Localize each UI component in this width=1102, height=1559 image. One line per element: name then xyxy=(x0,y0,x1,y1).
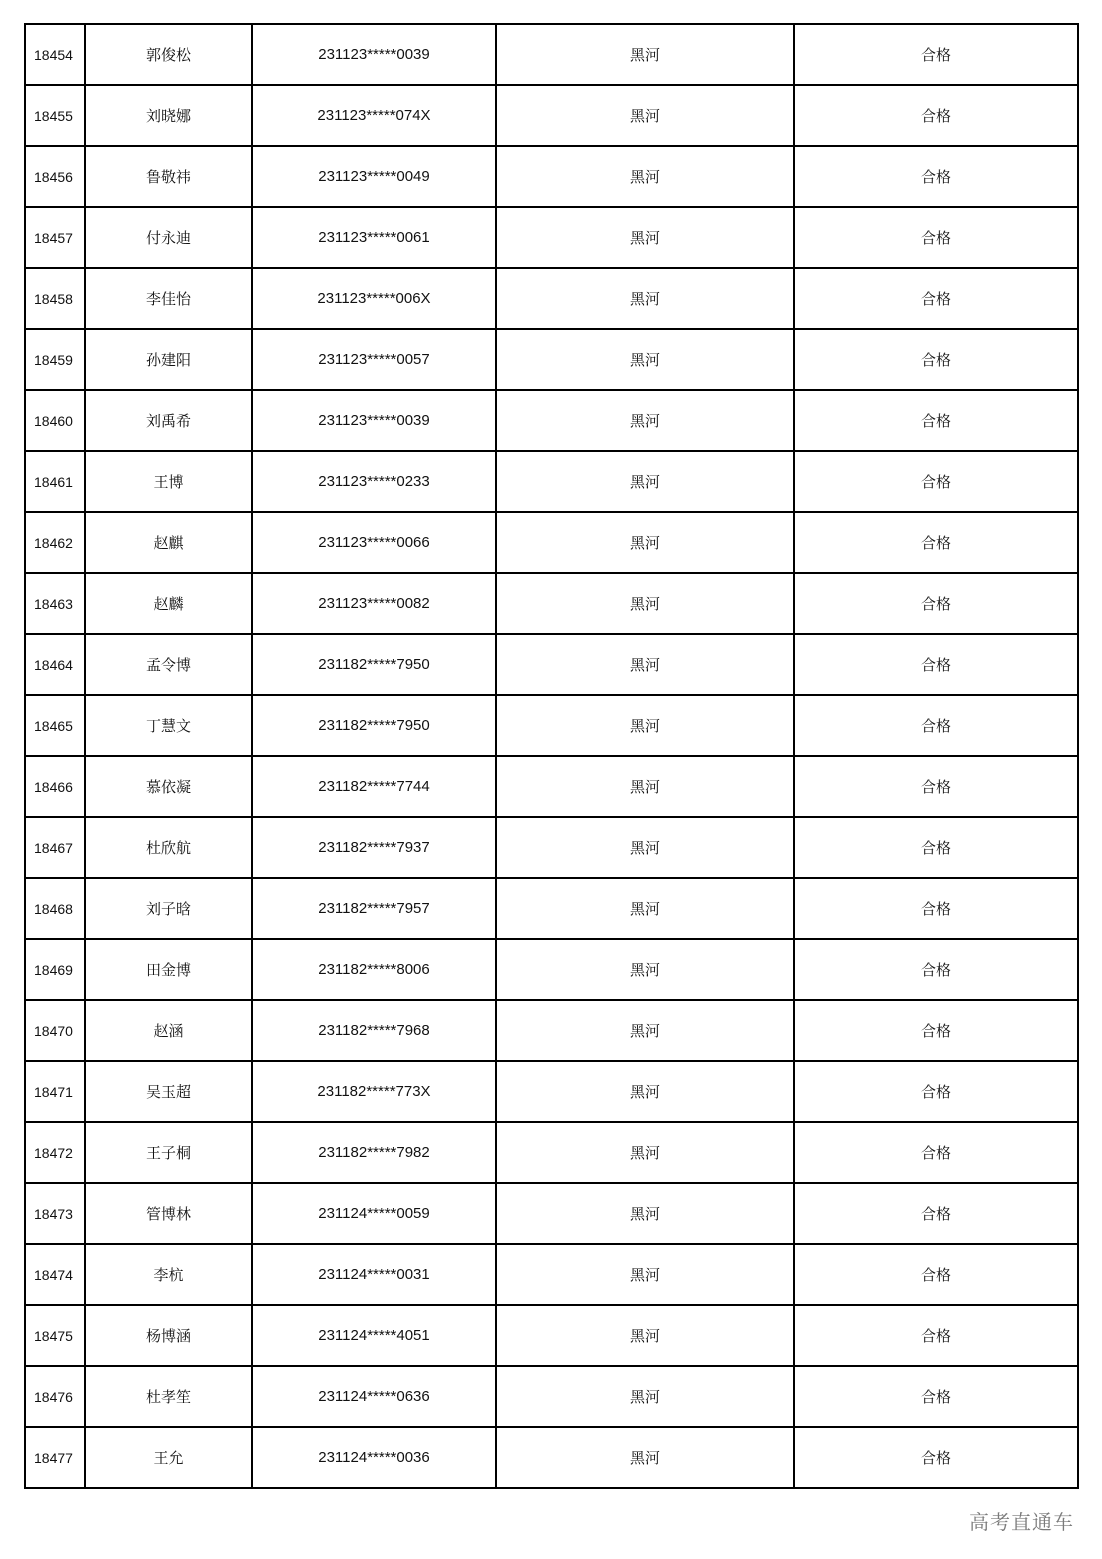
region-cell: 黑河 xyxy=(496,1366,794,1427)
name-cell: 杜孝笙 xyxy=(85,1366,252,1427)
id-number-cell: 231182*****8006 xyxy=(252,939,496,1000)
result-cell: 合格 xyxy=(794,24,1078,85)
row-index-cell: 18467 xyxy=(25,817,85,878)
table-row xyxy=(25,1000,1078,1061)
table-row xyxy=(25,207,1078,268)
name-cell: 付永迪 xyxy=(85,207,252,268)
name-cell: 赵麟 xyxy=(85,573,252,634)
name-cell: 慕依凝 xyxy=(85,756,252,817)
row-index-cell: 18465 xyxy=(25,695,85,756)
region-cell: 黑河 xyxy=(496,939,794,1000)
table-row xyxy=(25,85,1078,146)
table-row xyxy=(25,24,1078,85)
result-cell: 合格 xyxy=(794,817,1078,878)
id-number-cell: 231123*****0049 xyxy=(252,146,496,207)
region-cell: 黑河 xyxy=(496,512,794,573)
table-row xyxy=(25,1244,1078,1305)
name-cell: 李杭 xyxy=(85,1244,252,1305)
watermark-text: 高考直通车 xyxy=(969,1510,1074,1534)
result-cell: 合格 xyxy=(794,1366,1078,1427)
id-number-cell: 231182*****7950 xyxy=(252,634,496,695)
row-index-cell: 18458 xyxy=(25,268,85,329)
table-row xyxy=(25,1183,1078,1244)
row-index-cell: 18463 xyxy=(25,573,85,634)
id-number-cell: 231123*****0039 xyxy=(252,390,496,451)
result-cell: 合格 xyxy=(794,1183,1078,1244)
region-cell: 黑河 xyxy=(496,329,794,390)
name-cell: 鲁敬祎 xyxy=(85,146,252,207)
region-cell: 黑河 xyxy=(496,1183,794,1244)
id-number-cell: 231124*****0036 xyxy=(252,1427,496,1488)
region-cell: 黑河 xyxy=(496,878,794,939)
row-index-cell: 18471 xyxy=(25,1061,85,1122)
row-index-cell: 18457 xyxy=(25,207,85,268)
row-index-cell: 18461 xyxy=(25,451,85,512)
id-number-cell: 231124*****0031 xyxy=(252,1244,496,1305)
name-cell: 刘晓娜 xyxy=(85,85,252,146)
region-cell: 黑河 xyxy=(496,268,794,329)
result-cell: 合格 xyxy=(794,1000,1078,1061)
table-row xyxy=(25,817,1078,878)
table-row xyxy=(25,1427,1078,1488)
result-cell: 合格 xyxy=(794,1244,1078,1305)
row-index-cell: 18473 xyxy=(25,1183,85,1244)
result-cell: 合格 xyxy=(794,756,1078,817)
region-cell: 黑河 xyxy=(496,756,794,817)
result-cell: 合格 xyxy=(794,573,1078,634)
name-cell: 吴玉超 xyxy=(85,1061,252,1122)
table-row xyxy=(25,695,1078,756)
name-cell: 王子桐 xyxy=(85,1122,252,1183)
result-cell: 合格 xyxy=(794,85,1078,146)
name-cell: 孟令博 xyxy=(85,634,252,695)
result-cell: 合格 xyxy=(794,146,1078,207)
id-number-cell: 231123*****0233 xyxy=(252,451,496,512)
region-cell: 黑河 xyxy=(496,573,794,634)
region-cell: 黑河 xyxy=(496,207,794,268)
region-cell: 黑河 xyxy=(496,1244,794,1305)
result-cell: 合格 xyxy=(794,512,1078,573)
id-number-cell: 231123*****0057 xyxy=(252,329,496,390)
row-index-cell: 18455 xyxy=(25,85,85,146)
id-number-cell: 231182*****773X xyxy=(252,1061,496,1122)
result-cell: 合格 xyxy=(794,695,1078,756)
region-cell: 黑河 xyxy=(496,1122,794,1183)
table-row xyxy=(25,1061,1078,1122)
region-cell: 黑河 xyxy=(496,1061,794,1122)
table-row xyxy=(25,268,1078,329)
result-cell: 合格 xyxy=(794,268,1078,329)
id-number-cell: 231124*****0636 xyxy=(252,1366,496,1427)
region-cell: 黑河 xyxy=(496,1427,794,1488)
name-cell: 田金博 xyxy=(85,939,252,1000)
name-cell: 杜欣航 xyxy=(85,817,252,878)
table-row xyxy=(25,1366,1078,1427)
name-cell: 刘子晗 xyxy=(85,878,252,939)
region-cell: 黑河 xyxy=(496,634,794,695)
table-row xyxy=(25,1122,1078,1183)
row-index-cell: 18469 xyxy=(25,939,85,1000)
id-number-cell: 231124*****0059 xyxy=(252,1183,496,1244)
region-cell: 黑河 xyxy=(496,451,794,512)
name-cell: 王允 xyxy=(85,1427,252,1488)
region-cell: 黑河 xyxy=(496,1305,794,1366)
row-index-cell: 18459 xyxy=(25,329,85,390)
row-index-cell: 18466 xyxy=(25,756,85,817)
result-cell: 合格 xyxy=(794,451,1078,512)
result-cell: 合格 xyxy=(794,1305,1078,1366)
name-cell: 刘禹希 xyxy=(85,390,252,451)
id-number-cell: 231123*****0061 xyxy=(252,207,496,268)
name-cell: 杨博涵 xyxy=(85,1305,252,1366)
region-cell: 黑河 xyxy=(496,85,794,146)
table-row xyxy=(25,451,1078,512)
id-number-cell: 231124*****4051 xyxy=(252,1305,496,1366)
results-table xyxy=(24,23,1079,1489)
name-cell: 王博 xyxy=(85,451,252,512)
row-index-cell: 18454 xyxy=(25,24,85,85)
id-number-cell: 231182*****7957 xyxy=(252,878,496,939)
result-cell: 合格 xyxy=(794,390,1078,451)
result-cell: 合格 xyxy=(794,939,1078,1000)
id-number-cell: 231123*****006X xyxy=(252,268,496,329)
row-index-cell: 18474 xyxy=(25,1244,85,1305)
region-cell: 黑河 xyxy=(496,1000,794,1061)
table-row xyxy=(25,1305,1078,1366)
table-row xyxy=(25,634,1078,695)
region-cell: 黑河 xyxy=(496,695,794,756)
name-cell: 赵涵 xyxy=(85,1000,252,1061)
name-cell: 管博林 xyxy=(85,1183,252,1244)
id-number-cell: 231123*****0082 xyxy=(252,573,496,634)
name-cell: 丁慧文 xyxy=(85,695,252,756)
region-cell: 黑河 xyxy=(496,146,794,207)
result-cell: 合格 xyxy=(794,1122,1078,1183)
name-cell: 孙建阳 xyxy=(85,329,252,390)
result-cell: 合格 xyxy=(794,878,1078,939)
table-row xyxy=(25,329,1078,390)
row-index-cell: 18476 xyxy=(25,1366,85,1427)
id-number-cell: 231123*****074X xyxy=(252,85,496,146)
row-index-cell: 18477 xyxy=(25,1427,85,1488)
name-cell: 郭俊松 xyxy=(85,24,252,85)
result-cell: 合格 xyxy=(794,1061,1078,1122)
id-number-cell: 231182*****7744 xyxy=(252,756,496,817)
id-number-cell: 231123*****0039 xyxy=(252,24,496,85)
id-number-cell: 231182*****7937 xyxy=(252,817,496,878)
result-cell: 合格 xyxy=(794,634,1078,695)
row-index-cell: 18470 xyxy=(25,1000,85,1061)
id-number-cell: 231182*****7950 xyxy=(252,695,496,756)
row-index-cell: 18464 xyxy=(25,634,85,695)
table-row xyxy=(25,878,1078,939)
row-index-cell: 18472 xyxy=(25,1122,85,1183)
id-number-cell: 231182*****7982 xyxy=(252,1122,496,1183)
row-index-cell: 18475 xyxy=(25,1305,85,1366)
table-row xyxy=(25,573,1078,634)
result-cell: 合格 xyxy=(794,329,1078,390)
table-row xyxy=(25,512,1078,573)
table-row xyxy=(25,146,1078,207)
row-index-cell: 18456 xyxy=(25,146,85,207)
result-cell: 合格 xyxy=(794,1427,1078,1488)
row-index-cell: 18468 xyxy=(25,878,85,939)
table-row xyxy=(25,756,1078,817)
results-table-body xyxy=(25,24,1078,1488)
table-row xyxy=(25,939,1078,1000)
name-cell: 李佳怡 xyxy=(85,268,252,329)
region-cell: 黑河 xyxy=(496,817,794,878)
name-cell: 赵麒 xyxy=(85,512,252,573)
row-index-cell: 18460 xyxy=(25,390,85,451)
result-cell: 合格 xyxy=(794,207,1078,268)
region-cell: 黑河 xyxy=(496,24,794,85)
id-number-cell: 231123*****0066 xyxy=(252,512,496,573)
row-index-cell: 18462 xyxy=(25,512,85,573)
region-cell: 黑河 xyxy=(496,390,794,451)
id-number-cell: 231182*****7968 xyxy=(252,1000,496,1061)
table-row xyxy=(25,390,1078,451)
